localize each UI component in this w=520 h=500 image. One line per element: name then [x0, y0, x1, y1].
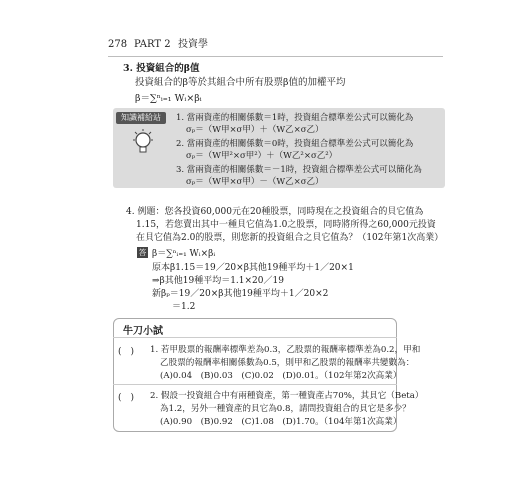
question-line: 1. 若甲股票的報酬率標準差為0.3，乙股票的報酬率標準差為0.2，甲和 — [150, 345, 421, 355]
knowledge-formula: σₚ＝（W甲×σ甲）－（W乙×σ乙） — [186, 177, 324, 187]
solution-line: 新βₚ＝19／20×β其他19種平均＋1／20×2 — [152, 289, 329, 299]
section-heading: 3. 投資組合的β值 — [123, 63, 200, 74]
question-line: (A)0.04 (B)0.03 (C)0.02 (D)0.01。（102年第2次高業） — [160, 371, 402, 381]
example-line: 1.15，若您賣出其中一種貝它值為1.0之股票，同時將所得之60,000元投資 — [136, 220, 436, 230]
solution-line: ⇒β其他19種平均＝1.1×20／19 — [152, 276, 284, 286]
answer-blank[interactable]: ( ) — [118, 393, 135, 403]
knowledge-formula: σₚ＝（W甲×σ甲）＋（W乙×σ乙） — [186, 125, 324, 135]
example-line: 4. 例題：您各投資60,000元在20種股票，同時現在之投資組合的貝它值為 — [126, 207, 424, 217]
question-line: 乙股票的報酬率相關係數為0.5，則甲和乙股票的報酬率共變數為： — [160, 358, 415, 368]
section-text: 投資組合的β等於其組合中所有股票β值的加權平均 — [135, 77, 346, 88]
quiz-divider — [113, 384, 397, 385]
question-line: (A)0.90 (B)0.92 (C)1.08 (D)1.70。（104年第1次高業） — [160, 417, 402, 427]
knowledge-item: 2. 當兩資產的相關係數＝0時，投資組合標準差公式可以簡化為 — [176, 139, 414, 149]
quiz-divider — [113, 337, 397, 338]
quiz-title: 牛刀小試 — [123, 326, 163, 337]
solution-line: β＝∑ⁿᵢ₌₁ Wᵢ×βᵢ — [152, 249, 216, 259]
answer-tag: 答 — [138, 248, 147, 257]
beta-formula: β＝∑ⁿᵢ₌₁ Wᵢ×βᵢ — [135, 93, 202, 104]
knowledge-tag: 知識補給站 — [116, 112, 166, 124]
question-line: 為1.2，另外一種資產的貝它為0.8，請問投資組合的貝它是多少？ — [160, 404, 411, 414]
answer-blank[interactable]: ( ) — [118, 347, 135, 357]
solution-line: ＝1.2 — [172, 302, 196, 312]
chapter-title: 投資學 — [178, 39, 208, 50]
knowledge-item: 1. 當兩資產的相關係數＝1時，投資組合標準差公式可以簡化為 — [176, 113, 414, 123]
page-number: 278 — [108, 39, 128, 50]
solution-line: 原本β1.15＝19／20×β其他19種平均＋1／20×1 — [152, 263, 354, 273]
knowledge-item: 3. 當兩資產的相關係數＝－1時，投資組合標準差公式可以簡化為 — [176, 165, 422, 175]
knowledge-formula: σₚ＝（W甲²×σ甲²）＋（W乙²×σ乙²） — [186, 151, 338, 161]
part-label: PART 2 — [134, 39, 171, 50]
header-rule — [108, 56, 443, 57]
lightbulb-icon — [130, 128, 156, 158]
question-line: 2. 假設一投資組合中有兩種資產，第一種資產占70%，其貝它（Beta） — [150, 391, 424, 401]
example-line: 在貝它值為2.0的股票，則您新的投資組合之貝它值為？（102年第1次高業） — [136, 233, 444, 243]
